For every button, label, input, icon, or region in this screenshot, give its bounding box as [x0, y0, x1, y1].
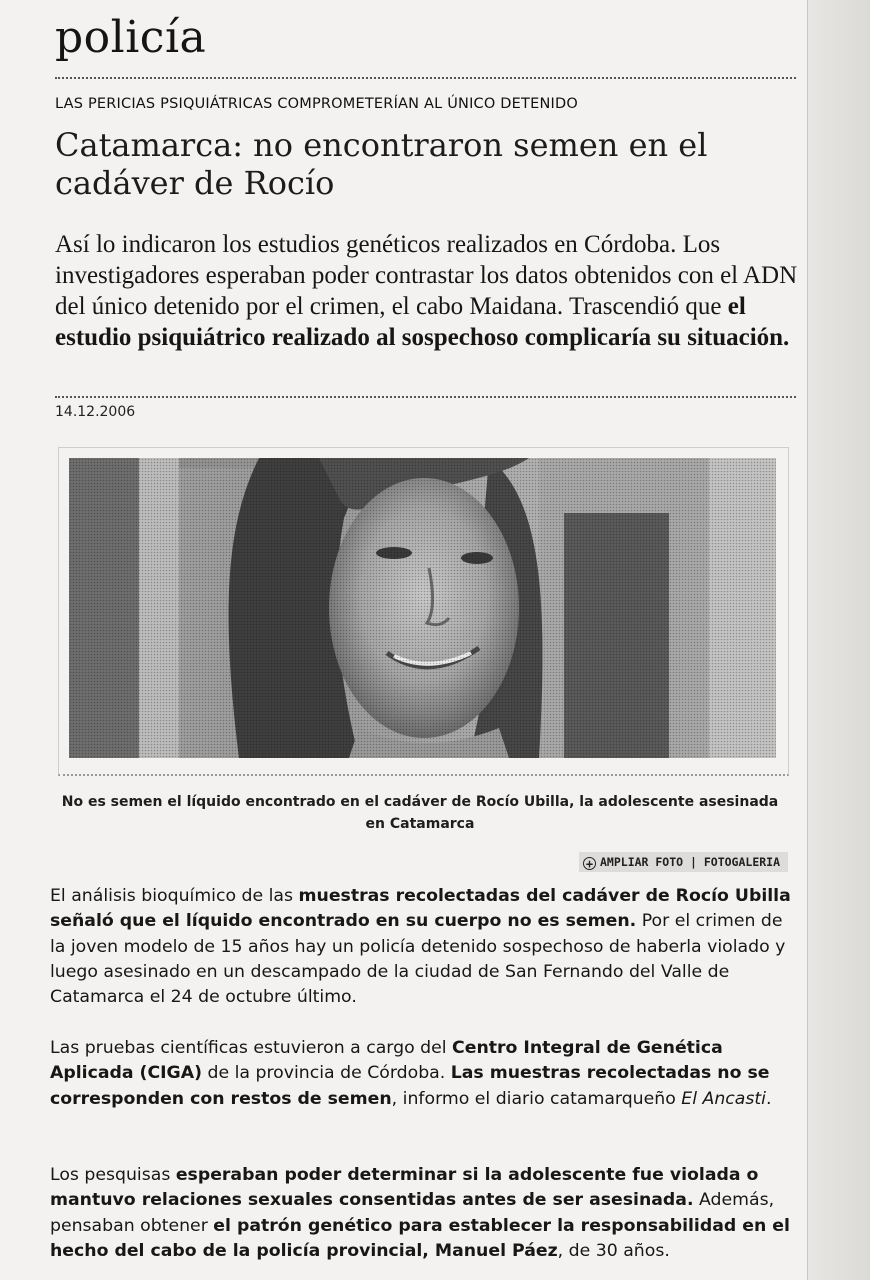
p3-bold: el patrón genético para establecer la responsabilidad en el hecho del cabo de la policía provincial, Manuel Páez [50, 1215, 790, 1261]
kicker: LAS PERICIAS PSIQUIÁTRICAS COMPROMETERÍAN AL ÚNICO DETENIDO [55, 96, 578, 112]
article-photo[interactable] [69, 458, 776, 758]
divider [55, 396, 796, 398]
p3-text: , de 30 años. [557, 1240, 670, 1261]
p2-text: Las pruebas científicas estuvieron a cargo del [50, 1038, 453, 1058]
p2-italic: El Ancasti [681, 1088, 766, 1109]
divider [55, 77, 796, 79]
p3-text: Además, pensaban obtener [50, 1190, 775, 1236]
p2-bold: Las muestras recolectadas no se corresponden con restos de semen [50, 1063, 770, 1109]
photo-portrait-image [69, 458, 776, 758]
p1-text: El análisis bioquímico de las [50, 886, 299, 906]
body-paragraph-1 [50, 884, 795, 1010]
photo-caption: No es semen el líquido encontrado en el cadáver de Rocío Ubilla, la adolescente asesinada en Catamarca [61, 794, 779, 832]
enlarge-photo-button[interactable] [579, 852, 788, 872]
headline: Catamarca: no encontraron semen en el cadáver de Rocío [55, 126, 708, 202]
p1-bold: muestras recolectadas del cadáver de Rocío Ubilla señaló que el líquido encontrado en su cuerpo no es semen. [50, 886, 791, 932]
section-title: policía [55, 12, 207, 63]
lead-bold: el estudio psiquiátrico realizado al sospechoso complicaría su situación. [55, 293, 790, 351]
p1-text: Por el crimen de la joven modelo de 15 años hay un policía detenido sospechoso de haberla violado y luego asesinado en un descampado de la ciudad de San Fernando del Valle de Catamarca el 24 de octubre último. [50, 911, 786, 1008]
p3-bold: esperaban poder determinar si la adolescente fue violada o mantuvo relaciones sexuales consentidas antes de ser asesinada. [50, 1165, 759, 1211]
lead-text: Así lo indicaron los estudios genéticos realizados en Córdoba. Los investigadores esperaban poder contrastar los datos obtenidos con el ADN del único detenido por el crimen, el cabo Maidana. Trascendió que [55, 231, 798, 320]
publish-date: 14.12.2006 [55, 404, 136, 420]
body-paragraph-3 [50, 1163, 795, 1264]
enlarge-photo-label: AMPLIAR FOTO | FOTOGALERIA [600, 855, 781, 869]
plus-circle-icon: + [583, 857, 596, 870]
scan-edge [807, 0, 870, 1280]
p2-text: de la provincia de Córdoba. [202, 1063, 451, 1084]
p2-bold: Centro Integral de Genética Aplicada (CIGA) [50, 1038, 723, 1084]
p3-text: Los pesquisas [50, 1165, 176, 1185]
p2-text: . [765, 1088, 772, 1109]
body-paragraph-2 [50, 1036, 795, 1112]
p2-text: , informo el diario catamarqueño [391, 1088, 682, 1109]
lead-paragraph [55, 229, 815, 353]
photo-frame [58, 447, 789, 776]
